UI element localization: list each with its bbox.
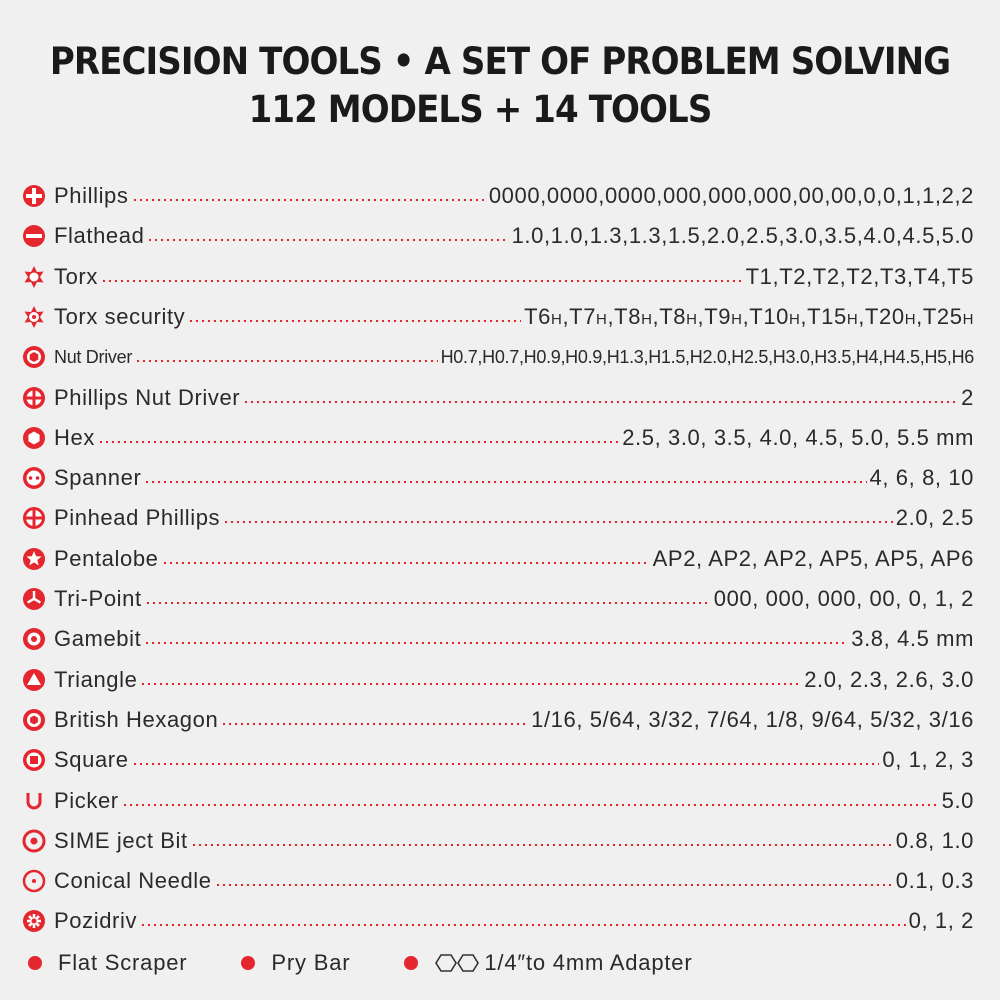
tool-name: Nut Driver — [54, 346, 133, 367]
extra-tool-label: 1/4″to 4mm Adapter — [484, 950, 693, 975]
tool-sizes: 0.8, 1.0 — [895, 827, 974, 853]
phillips-nut-driver-icon — [22, 386, 46, 410]
leader-dots — [140, 682, 801, 686]
picker-icon — [22, 789, 46, 813]
bullet-icon — [241, 956, 255, 970]
tool-name: Flathead — [54, 223, 145, 249]
tool-name: SIME ject Bit — [54, 827, 188, 853]
extra-tool-label: Pry Bar — [271, 950, 351, 975]
tool-name: Torx security — [54, 303, 186, 329]
tool-row-spanner — [22, 459, 974, 497]
tool-name: Phillips — [54, 183, 129, 208]
conical-needle-icon — [22, 869, 46, 893]
british-hexagon-icon — [22, 708, 46, 732]
tool-row-torx — [22, 258, 974, 296]
leader-dots — [122, 803, 939, 807]
bullet-icon — [404, 956, 418, 970]
tool-name: Pinhead Phillips — [54, 505, 221, 531]
torx-security-icon — [22, 305, 46, 329]
extra-tool-label: Flat Scraper — [58, 950, 188, 975]
tool-sizes: 0000,0000,0000,000,000,000,00,00,0,0,1,1,2,2 — [488, 183, 974, 208]
leader-dots — [223, 520, 893, 524]
tool-name: Pentalobe — [54, 545, 159, 571]
tool-row-hex — [22, 419, 974, 457]
pinhead-phillips-icon — [22, 506, 46, 530]
tool-sizes: 1/16, 5/64, 3/32, 7/64, 1/8, 9/64, 5/32, 3/16 — [531, 706, 974, 732]
tool-sizes: 000, 000, 000, 00, 0, 1, 2 — [713, 586, 974, 611]
extra-tools — [22, 944, 740, 982]
leader-dots — [191, 843, 893, 847]
phillips-icon — [22, 184, 46, 208]
leader-dots — [162, 561, 650, 565]
tool-name: Torx — [54, 263, 98, 289]
pozidriv-icon — [22, 909, 46, 933]
tool-sizes: 2.0, 2.3, 2.6, 3.0 — [804, 666, 974, 692]
leader-dots — [243, 400, 958, 404]
tool-name: Picker — [54, 787, 119, 813]
tool-row-conical-needle — [22, 862, 974, 900]
tool-sizes: 4, 6, 8, 10 — [869, 465, 974, 491]
tool-name: Triangle — [54, 666, 138, 692]
leader-dots — [188, 319, 521, 323]
sime-ject-bit-icon — [22, 829, 46, 853]
leader-dots — [215, 883, 893, 887]
bullet-icon — [28, 956, 42, 970]
square-icon — [22, 748, 46, 772]
tool-sizes: AP2, AP2, AP2, AP5, AP5, AP6 — [652, 545, 974, 571]
tool-sizes: H0.7,H0.7,H0.9,H0.9,H1.3,H1.5,H2.0,H2.5,H3.0,H3.5,H4,H4.5,H5,H6 — [440, 346, 974, 367]
leader-dots — [144, 480, 866, 484]
page-title-line-1: PRECISION TOOLS • A SET OF PROBLEM SOLVING — [49, 40, 951, 83]
tool-sizes: 3.8, 4.5 mm — [851, 626, 974, 652]
tool-name: Hex — [54, 424, 95, 450]
extra-tool-flat-scraper — [22, 950, 187, 976]
nut-driver-icon — [22, 345, 46, 369]
spanner-icon — [22, 466, 46, 490]
leader-dots — [132, 198, 486, 202]
tool-row-pinhead-phillips — [22, 499, 974, 537]
leader-dots — [140, 923, 906, 927]
leader-dots — [221, 722, 528, 726]
tool-row-torx-security — [22, 298, 974, 336]
tool-name: Pozidriv — [54, 908, 138, 934]
leader-dots — [98, 440, 619, 444]
tool-sizes: 2.0, 2.5 — [895, 505, 974, 531]
leader-dots — [101, 279, 743, 283]
tool-row-phillips-nut-driver — [22, 379, 974, 417]
tool-sizes: 2 — [961, 384, 974, 410]
tool-row-flathead — [22, 217, 974, 255]
tool-row-square — [22, 741, 974, 779]
leader-dots — [144, 641, 848, 645]
tool-row-triangle — [22, 661, 974, 699]
tool-row-pentalobe — [22, 540, 974, 578]
tool-row-pozidriv — [22, 902, 974, 940]
hex-adapter-icon — [434, 952, 480, 974]
tool-sizes: 1.0,1.0,1.3,1.3,1.5,2.0,2.5,3.0,3.5,4.0,4.5,5.0 — [511, 223, 974, 249]
tool-sizes: 2.5, 3.0, 3.5, 4.0, 4.5, 5.0, 5.5 mm — [622, 424, 974, 450]
tool-sizes: 0, 1, 2 — [908, 908, 974, 934]
flathead-icon — [22, 224, 46, 248]
tool-sizes: T6H,T7H,T8H,T8H,T9H,T10H,T15H,T20H,T25H — [524, 303, 974, 329]
leader-dots — [147, 238, 508, 242]
tool-sizes: 0.1, 0.3 — [895, 868, 974, 894]
tool-name: Square — [54, 747, 129, 773]
tool-name: Phillips Nut Driver — [54, 384, 241, 410]
tool-row-phillips — [22, 177, 974, 215]
torx-icon — [22, 265, 46, 289]
tool-name: Gamebit — [54, 626, 142, 652]
tool-name: Spanner — [54, 465, 142, 491]
page-title-line-2: 112 MODELS + 14 TOOLS — [248, 88, 712, 131]
tool-row-tri-point — [22, 580, 974, 618]
tool-sizes: T1,T2,T2,T2,T3,T4,T5 — [745, 263, 974, 289]
tool-row-picker — [22, 782, 974, 820]
tool-row-gamebit — [22, 620, 974, 658]
tool-sizes: 5.0 — [941, 787, 974, 813]
tool-name: British Hexagon — [54, 706, 219, 732]
pentalobe-icon — [22, 547, 46, 571]
tool-row-british-hexagon — [22, 701, 974, 739]
tool-sizes: 0, 1, 2, 3 — [882, 747, 974, 773]
extra-tool-pry-bar — [235, 950, 350, 976]
tool-name: Conical Needle — [54, 868, 212, 894]
tri-point-icon — [22, 587, 46, 611]
leader-dots — [132, 762, 880, 766]
extra-tool-adapter — [398, 950, 692, 976]
leader-dots — [135, 359, 438, 363]
triangle-icon — [22, 668, 46, 692]
tool-row-sime-ject-bit — [22, 822, 974, 860]
leader-dots — [145, 601, 711, 605]
hex-icon — [22, 426, 46, 450]
gamebit-icon — [22, 627, 46, 651]
tool-row-nut-driver — [22, 338, 974, 376]
tool-name: Tri-Point — [54, 586, 142, 611]
